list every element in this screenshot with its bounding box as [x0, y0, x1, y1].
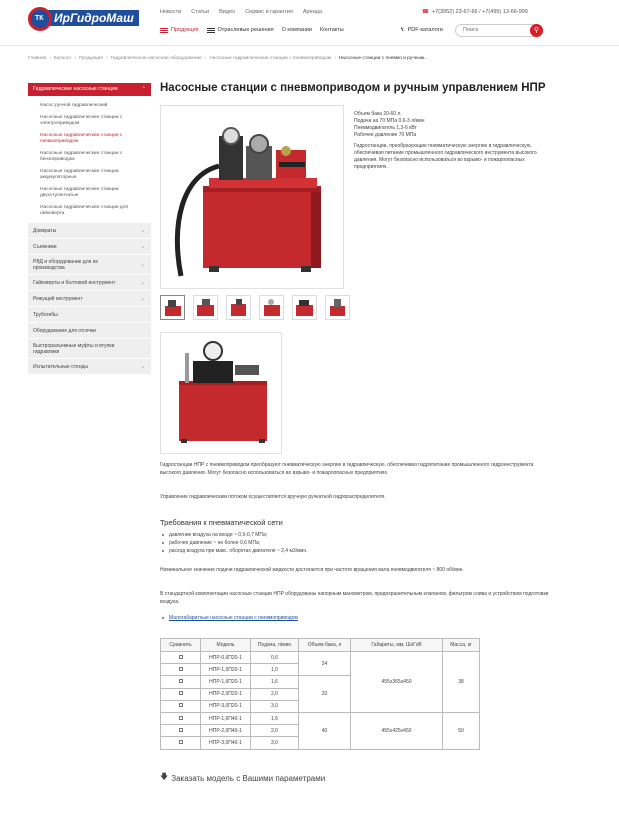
- chevron-down-icon: ⌄: [140, 295, 145, 302]
- sidebar-item[interactable]: Гайковерты и болтовой инструмент ⌄: [28, 275, 151, 291]
- menu-icon: [207, 28, 215, 33]
- top-nav-video[interactable]: Видео: [219, 9, 236, 15]
- spec-description: Гидростанции, преобразующие пневматическую энергию в гидравлическую, обеспечивая питание промышленного гидравлического инструмента высокого давления. Могут безопасно использоваться во взрыво- и пожароопасных предприятиях.: [354, 143, 537, 170]
- thumbnail[interactable]: [193, 295, 218, 320]
- list-item: рабочее давление ~ не более 0,6 МПа;: [162, 539, 307, 547]
- flow-cell: 3,0: [251, 737, 299, 749]
- description-paragraph: Управление гидравлическим потоком осуществляется вручную ручкатной гидрораспределителя.: [160, 494, 386, 500]
- compare-checkbox[interactable]: [179, 655, 183, 659]
- chevron-down-icon: ⌄: [140, 227, 145, 234]
- spec-line: Объем бака 20-60 л.: [354, 111, 402, 117]
- compare-checkbox[interactable]: [179, 716, 183, 720]
- model-cell[interactable]: НПР-2,0П40-1: [201, 725, 251, 737]
- description-paragraph: Гидростанции НПР с пневмоприводом преобразуют пневматическую энергию в гидравлическую, обеспечивая гидропитание промышленного гидроинструмента высокого давления. Могут безопасно использоваться во взрыво- и пожароопасных предприятиях.: [160, 462, 534, 476]
- sidebar-item[interactable]: Трубогибы: [28, 307, 151, 323]
- chevron-down-icon: ⌄: [140, 363, 145, 370]
- flow-cell: 1,6: [251, 676, 299, 688]
- compare-checkbox[interactable]: [179, 728, 183, 732]
- breadcrumb-item[interactable]: Главная: [28, 56, 47, 61]
- description-paragraph: Номинальное значение подачи гидравлической жидкости достигается при частоте вращения вала пневмодвигателя ~ 800 об/мин.: [160, 567, 464, 573]
- model-cell[interactable]: НПР-1,6П20-1: [201, 676, 251, 688]
- sidebar-item[interactable]: Домкраты ⌄: [28, 223, 151, 239]
- breadcrumb-item[interactable]: Каталог: [53, 56, 72, 61]
- chevron-down-icon: ⌄: [140, 261, 145, 268]
- thumbnail[interactable]: [259, 295, 284, 320]
- product-specs: [354, 111, 554, 171]
- nav-solutions[interactable]: Отраслевые решения: [207, 27, 274, 33]
- section-heading: Требования к пневматической сети: [160, 518, 283, 527]
- flow-cell: 2,0: [251, 688, 299, 700]
- sidebar-sub-item[interactable]: Насосные гидравлические станции двухступенчатые: [40, 187, 119, 198]
- sidebar-sub-item-active[interactable]: Насосные гидравлические станции с пневмоприводом: [40, 133, 123, 144]
- table-header-row: [161, 639, 480, 652]
- menu-icon: [160, 28, 168, 33]
- logo-text: ИрГидроМаш: [46, 10, 139, 26]
- column-header: Габариты, мм, ШхГхВ: [351, 639, 443, 652]
- related-link[interactable]: Малогабаритные насосные станции с пневмоприводом: [169, 615, 298, 621]
- sidebar-sub-item[interactable]: Насосные гидравлические станции аккумуляторные: [40, 169, 119, 180]
- column-header: Подача, л/мин: [251, 639, 299, 652]
- top-nav-rent[interactable]: Аренда: [302, 9, 322, 15]
- model-cell[interactable]: НПР-1,6П40-1: [201, 712, 251, 724]
- flow-cell: 1,6: [251, 712, 299, 724]
- thumbnail[interactable]: [226, 295, 251, 320]
- compare-checkbox[interactable]: [179, 703, 183, 707]
- chevron-down-icon: ⌄: [140, 243, 145, 250]
- top-nav-news[interactable]: Новости: [160, 9, 182, 15]
- sidebar-sub-item[interactable]: Насосные гидравлические станции с бензоприводом: [40, 151, 123, 162]
- models-table: [160, 638, 480, 750]
- spec-line: Пневмодвигатель 1,3-6 кВт: [354, 125, 417, 131]
- search-box: [455, 24, 543, 37]
- logo-mark: ТК: [28, 7, 52, 31]
- list-item: давление воздуха на входе ~ 0,5-0,7 МПа;: [162, 531, 307, 539]
- mass-cell: 38: [443, 652, 480, 713]
- model-cell[interactable]: НПР-1,0П20-1: [201, 664, 251, 676]
- sidebar-sub-item[interactable]: Насосные гидравлические станции для гайковерта: [40, 205, 129, 216]
- flow-cell: 0,6: [251, 652, 299, 664]
- top-nav-service[interactable]: Сервис и гарантия: [245, 9, 293, 15]
- compare-checkbox[interactable]: [179, 679, 183, 683]
- flow-cell: 1,0: [251, 664, 299, 676]
- sidebar-item[interactable]: РВД и оборудование для их производства ⌄: [28, 255, 151, 275]
- nav-products[interactable]: Продукция: [160, 27, 199, 33]
- product-secondary-image[interactable]: [160, 332, 282, 454]
- related-link-item: [162, 615, 298, 621]
- flow-cell: 2,0: [251, 725, 299, 737]
- column-header: Объем бака, л: [299, 639, 351, 652]
- model-cell[interactable]: НПР-0,6П20-1: [201, 652, 251, 664]
- search-icon: ⚲: [533, 27, 540, 34]
- requirements-list: [162, 531, 307, 555]
- model-cell[interactable]: НПР-3,0П40-1: [201, 737, 251, 749]
- chevron-up-icon: ⌃: [141, 86, 146, 92]
- sidebar-item[interactable]: Испытательные стенды ⌄: [28, 359, 151, 375]
- header-divider: [0, 45, 619, 46]
- column-header: Модель: [201, 639, 251, 652]
- model-cell[interactable]: НПР-2,0П20-1: [201, 688, 251, 700]
- column-header: Масса, кг: [443, 639, 480, 652]
- nav-contacts[interactable]: Контакты: [319, 27, 344, 33]
- sidebar-item[interactable]: Съемники ⌄: [28, 239, 151, 255]
- table-row: [161, 652, 480, 664]
- sidebar-item[interactable]: Режущий инструмент ⌄: [28, 291, 151, 307]
- sidebar-sub-list: [28, 96, 151, 223]
- volume-cell: 40: [299, 712, 351, 749]
- description-paragraph: В стандартной комплектации насосные станции НПР оборудованы напорным манометром, предохранительным клапаном, фильтром слива и устройством подготовки воздуха.: [160, 591, 549, 605]
- product-main-image[interactable]: [160, 105, 344, 289]
- thumbnail[interactable]: [292, 295, 317, 320]
- page-title: Насосные станции с пневмоприводом и ручным управлением НПР: [160, 82, 546, 94]
- mass-cell: 50: [443, 712, 480, 749]
- main-nav: [160, 27, 344, 33]
- breadcrumb: Главная › Каталог › Продукция › Гидравлическое насосное оборудование › Насосные гидравлические станции с пневмоприводом › Насосные станции с пневмо и ручным...: [28, 56, 429, 61]
- compare-checkbox[interactable]: [179, 691, 183, 695]
- sidebar-sub-item[interactable]: Насосные гидравлические станции с электроприводом: [40, 115, 123, 126]
- model-cell[interactable]: НПР-3,0П20-1: [201, 700, 251, 712]
- logo[interactable]: [28, 7, 134, 33]
- sidebar-item[interactable]: Быстроразъемные муфты и втулки гидравлики: [28, 339, 151, 359]
- chevron-down-icon: ⌄: [140, 279, 145, 286]
- column-header: Сравнить: [161, 639, 201, 652]
- pdf-icon: ↯: [400, 27, 405, 33]
- dims-cell: 455х365х450: [351, 652, 443, 713]
- sidebar-header[interactable]: Гидравлические насосные станции ⌃: [28, 83, 151, 96]
- search-input[interactable]: [456, 25, 530, 35]
- phones: [422, 9, 528, 15]
- compare-checkbox[interactable]: [179, 740, 183, 744]
- top-nav-articles[interactable]: Статьи: [191, 9, 210, 15]
- thumbnail-strip: [160, 295, 350, 320]
- breadcrumb-item[interactable]: Насосные гидравлические станции с пневмоприводом: [209, 56, 332, 61]
- thumbnail[interactable]: [325, 295, 350, 320]
- thumbnail[interactable]: [160, 295, 185, 320]
- breadcrumb-item[interactable]: Гидравлическое насосное оборудование: [110, 56, 202, 61]
- top-nav: [160, 9, 322, 15]
- arrow-down-icon: 🡇: [160, 772, 169, 781]
- sidebar-sub-item[interactable]: Насос ручной гидравлический: [40, 103, 108, 108]
- order-custom-model-link[interactable]: 🡇 Заказать модель с Вашими параметрами: [160, 771, 325, 785]
- sidebar: [28, 83, 151, 375]
- sidebar-item[interactable]: Оборудование для отсечки: [28, 323, 151, 339]
- flow-cell: 3,0: [251, 700, 299, 712]
- volume-cell: 20: [299, 676, 351, 713]
- breadcrumb-current: Насосные станции с пневмо и ручным...: [338, 56, 429, 61]
- breadcrumb-item[interactable]: Продукция: [78, 56, 103, 61]
- list-item: расход воздуха при макс. оборотах двигателя ~ 2,4 м3/мин.: [162, 547, 307, 555]
- nav-about[interactable]: О компании: [281, 27, 312, 33]
- phone-numbers[interactable]: +7(3952) 23-67-66 / +7(495) 13-66-999: [431, 9, 528, 15]
- phone-icon: ☎: [422, 9, 429, 15]
- search-button[interactable]: [530, 24, 543, 37]
- volume-cell: 24: [299, 652, 351, 676]
- pdf-catalogs-link[interactable]: ↯ PDF-каталоги: [400, 27, 443, 33]
- compare-checkbox[interactable]: [179, 667, 183, 671]
- spec-line: Подача на 70 МПа 0,6-3 л/мин: [354, 118, 425, 124]
- dims-cell: 455х425х450: [351, 712, 443, 749]
- table-row: [161, 712, 480, 724]
- spec-line: Рабочее давление 70 МПа: [354, 132, 417, 138]
